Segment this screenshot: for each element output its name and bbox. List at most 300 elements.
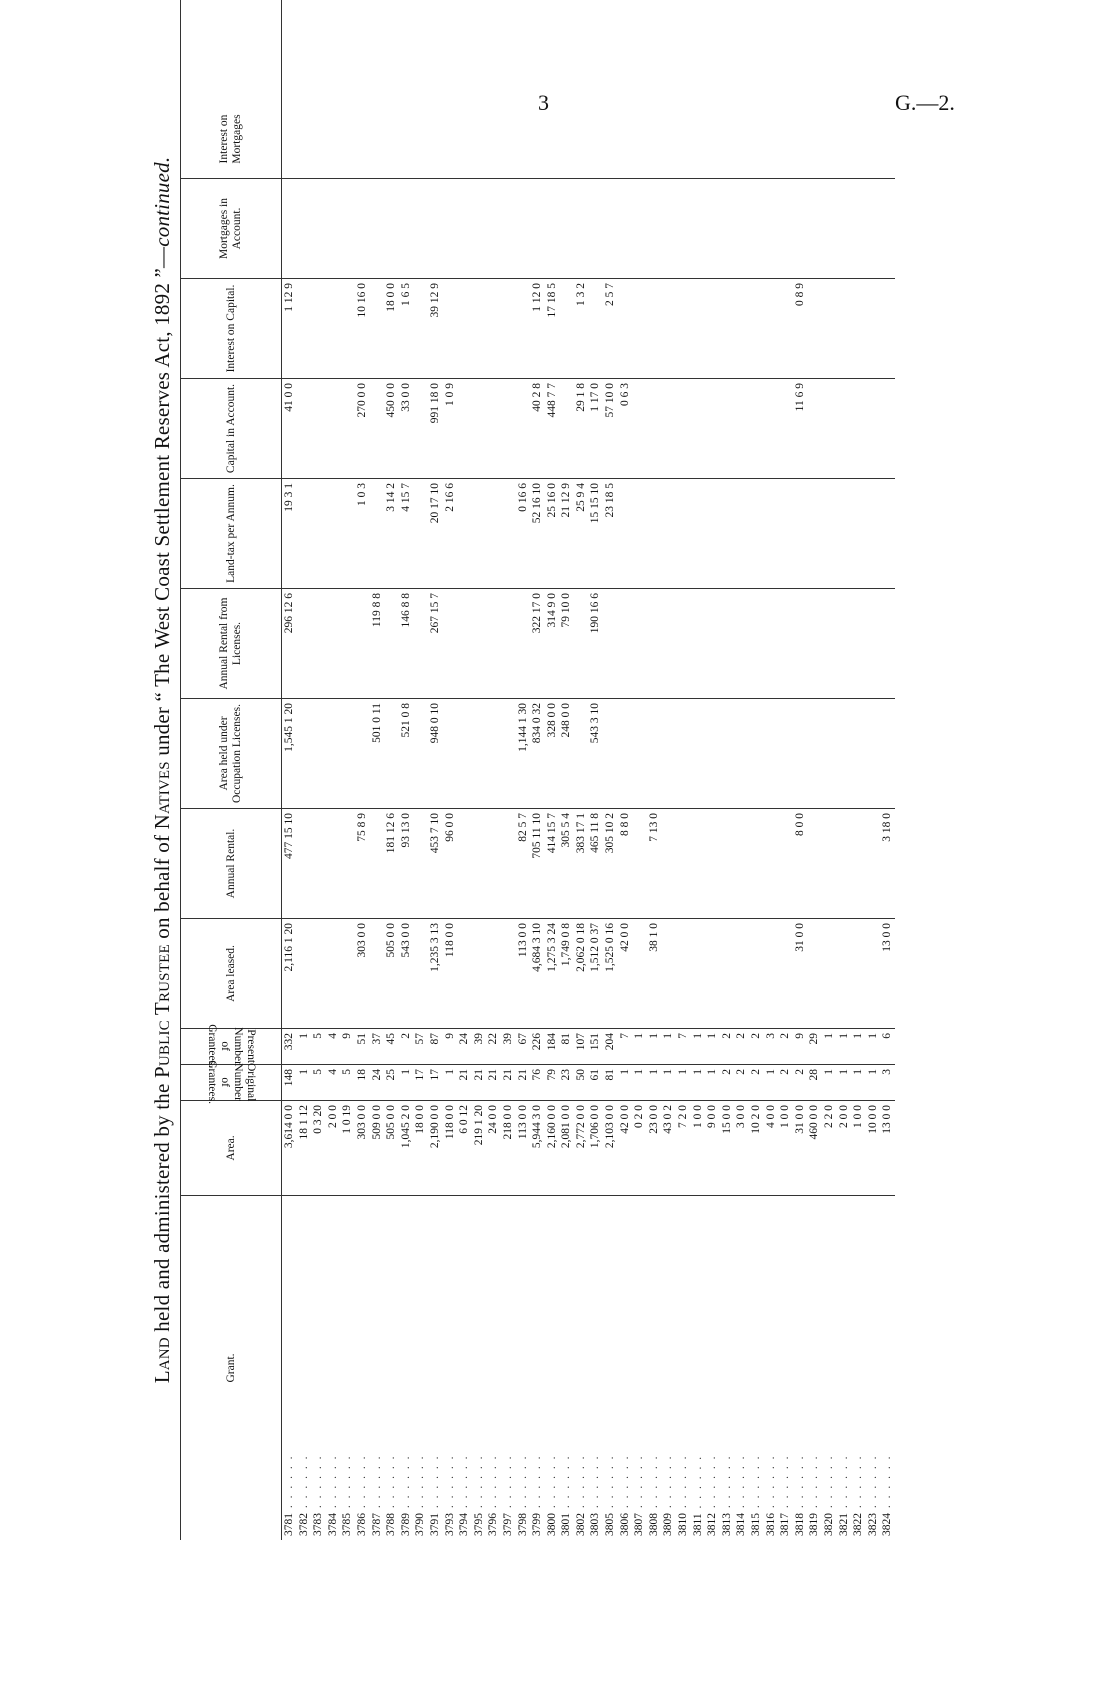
cell-capital-in-account [880,378,895,478]
leader-dots: . . . . . . [472,1454,485,1513]
cell-area-occupation-licenses [807,698,822,808]
leader-dots: . . . . . . [341,1454,354,1513]
cell-rental-from-licenses [618,588,633,698]
cell-rental-from-licenses [705,588,720,698]
cell-mortgages-in-account [734,178,749,278]
cell-mortgages-in-account [705,178,720,278]
cell-annual-rental [778,808,793,918]
cell-original-grantees: 1 [837,1064,852,1100]
cell-grant [340,1195,355,1540]
cell-mortgages-in-account [472,178,487,278]
cell-area-occupation-licenses [764,698,779,808]
grant-number: 3782 [297,1513,310,1536]
col-header-area-leased [181,918,281,1028]
cell-mortgages-in-account [603,178,618,278]
cell-annual-rental [705,808,720,918]
cell-original-grantees: 5 [311,1064,326,1100]
cell-area-leased [297,918,312,1028]
cell-interest-on-mortgages [851,100,866,178]
cell-area-occupation-licenses [822,698,837,808]
cell-annual-rental: 705 11 10 [530,808,545,918]
cell-interest-on-mortgages [647,100,662,178]
cell-rental-from-licenses [297,588,312,698]
leader-dots: . . . . . . [604,1454,617,1513]
cell-land-tax [501,478,516,588]
cell-annual-rental [457,808,472,918]
table-row [749,0,764,1540]
cell-interest-on-mortgages [326,100,341,178]
cell-interest-on-mortgages [311,100,326,178]
col-header-original-grantees [181,1060,281,1105]
leader-dots: . . . . . . [837,1454,850,1513]
table-row [384,0,399,1540]
cell-interest-on-capital [851,278,866,378]
cell-interest-on-capital [676,278,691,378]
cell-grant [632,1195,647,1540]
cell-area-occupation-licenses [837,698,852,808]
cell-interest-on-mortgages [443,100,458,178]
cell-interest-on-capital [559,278,574,378]
cell-area-occupation-licenses [618,698,633,808]
cell-rental-from-licenses [793,588,808,698]
cell-rental-from-licenses [647,588,662,698]
cell-original-grantees: 76 [530,1064,545,1100]
cell-capital-in-account [676,378,691,478]
cell-area-leased [778,918,793,1028]
cell-present-grantees: 3 [764,1028,779,1064]
cell-mortgages-in-account [326,178,341,278]
cell-grant [603,1195,618,1540]
cell-mortgages-in-account [574,178,589,278]
cell-grant [399,1195,414,1540]
table-row [705,0,720,1540]
cell-mortgages-in-account [632,178,647,278]
leader-dots: . . . . . . [428,1454,441,1513]
cell-interest-on-mortgages [457,100,472,178]
cell-land-tax [880,478,895,588]
cell-area-occupation-licenses [486,698,501,808]
table-row [516,0,531,1540]
cell-interest-on-mortgages [705,100,720,178]
cell-grant [618,1195,633,1540]
cell-present-grantees: 1 [632,1028,647,1064]
cell-mortgages-in-account [530,178,545,278]
cell-grant [837,1195,852,1540]
leader-dots: . . . . . . [516,1454,529,1513]
cell-rental-from-licenses [851,588,866,698]
cell-area: 43 0 2 [661,1100,676,1195]
cell-area: 13 0 0 [880,1100,895,1195]
cell-original-grantees: 17 [428,1064,443,1100]
leader-dots: . . . . . . [866,1454,879,1513]
cell-interest-on-mortgages [559,100,574,178]
cell-grant [705,1195,720,1540]
grant-number: 3799 [531,1513,544,1536]
page-number: 3 [538,90,549,115]
cell-area-leased [734,918,749,1028]
cell-original-grantees: 50 [574,1064,589,1100]
cell-rental-from-licenses [516,588,531,698]
cell-present-grantees: 226 [530,1028,545,1064]
cell-present-grantees: 9 [443,1028,458,1064]
grant-number: 3795 [472,1513,485,1536]
cell-area: 2,772 0 0 [574,1100,589,1195]
leader-dots: . . . . . . [647,1454,660,1513]
cell-area-occupation-licenses [632,698,647,808]
cell-present-grantees: 9 [793,1028,808,1064]
cell-present-grantees: 6 [880,1028,895,1064]
cell-area-occupation-licenses: 948 0 10 [428,698,443,808]
grant-number: 3817 [779,1513,792,1536]
leader-dots: . . . . . . [881,1454,894,1513]
col-header-label: Mortgages in Account. [218,198,243,260]
cell-capital-in-account [326,378,341,478]
cell-area: 219 1 20 [472,1100,487,1195]
cell-annual-rental [676,808,691,918]
leader-dots: . . . . . . [385,1454,398,1513]
cell-area-occupation-licenses [574,698,589,808]
cell-land-tax [676,478,691,588]
cell-area: 509 0 0 [370,1100,385,1195]
cell-area-occupation-licenses [443,698,458,808]
cell-land-tax: 19 3 1 [282,478,297,588]
cell-interest-on-capital: 1 12 9 [282,278,297,378]
cell-rental-from-licenses: 190 16 6 [588,588,603,698]
cell-mortgages-in-account [516,178,531,278]
cell-annual-rental: 7 13 0 [647,808,662,918]
cell-capital-in-account [647,378,662,478]
cell-interest-on-mortgages [501,100,516,178]
cell-area-occupation-licenses: 328 0 0 [545,698,560,808]
cell-area-occupation-licenses [705,698,720,808]
cell-present-grantees: 2 [399,1028,414,1064]
leader-dots: . . . . . . [531,1454,544,1513]
cell-area: 303 0 0 [355,1100,370,1195]
leader-dots: . . . . . . [501,1454,514,1513]
cell-interest-on-capital: 10 16 0 [355,278,370,378]
cell-area-leased [413,918,428,1028]
cell-area: 0 2 0 [632,1100,647,1195]
cell-capital-in-account [691,378,706,478]
cell-present-grantees: 2 [778,1028,793,1064]
cell-land-tax: 20 17 10 [428,478,443,588]
cell-land-tax [764,478,779,588]
leader-dots: . . . . . . [355,1454,368,1513]
cell-original-grantees: 1 [618,1064,633,1100]
cell-present-grantees: 45 [384,1028,399,1064]
cell-rental-from-licenses: 146 8 8 [399,588,414,698]
cell-interest-on-capital: 1 12 0 [530,278,545,378]
cell-land-tax: 4 15 7 [399,478,414,588]
cell-interest-on-mortgages [486,100,501,178]
cell-original-grantees: 1 [705,1064,720,1100]
table-row [355,0,370,1540]
cell-land-tax: 3 14 2 [384,478,399,588]
cell-area-leased: 113 0 0 [516,918,531,1028]
cell-interest-on-mortgages [749,100,764,178]
table-row [822,0,837,1540]
cell-interest-on-mortgages [691,100,706,178]
cell-rental-from-licenses [720,588,735,698]
cell-land-tax [632,478,647,588]
col-header-interest-on-mortgages [181,100,281,178]
cell-mortgages-in-account [807,178,822,278]
cell-area-leased [311,918,326,1028]
col-header-capital-in-account [181,378,281,478]
cell-rental-from-licenses [676,588,691,698]
cell-original-grantees: 21 [516,1064,531,1100]
cell-annual-rental [370,808,385,918]
cell-capital-in-account [457,378,472,478]
cell-original-grantees: 1 [691,1064,706,1100]
cell-interest-on-mortgages [574,100,589,178]
cell-capital-in-account: 1 17 0 [588,378,603,478]
leader-dots: . . . . . . [545,1454,558,1513]
col-header-label: Grant. [224,1353,237,1383]
cell-area: 7 2 0 [676,1100,691,1195]
cell-land-tax [793,478,808,588]
cell-area: 218 0 0 [501,1100,516,1195]
table-row [676,0,691,1540]
cell-area: 2 2 0 [822,1100,837,1195]
cell-land-tax [734,478,749,588]
cell-land-tax [822,478,837,588]
cell-capital-in-account [807,378,822,478]
cell-land-tax [472,478,487,588]
cell-area: 31 0 0 [793,1100,808,1195]
col-header-label: Original Number of Grantees. [206,1060,257,1105]
leader-dots: . . . . . . [735,1454,748,1513]
table-row [530,0,545,1540]
cell-interest-on-capital: 0 8 9 [793,278,808,378]
leader-dots: . . . . . . [677,1454,690,1513]
leader-dots: . . . . . . [822,1454,835,1513]
grant-number: 3790 [414,1513,427,1536]
cell-original-grantees: 2 [720,1064,735,1100]
cell-capital-in-account [705,378,720,478]
cell-capital-in-account [340,378,355,478]
leader-dots: . . . . . . [720,1454,733,1513]
grant-number: 3824 [881,1513,894,1536]
cell-present-grantees: 2 [734,1028,749,1064]
cell-capital-in-account [866,378,881,478]
cell-annual-rental [632,808,647,918]
grant-number: 3823 [866,1513,879,1536]
cell-area-leased [340,918,355,1028]
table-row [793,0,808,1540]
cell-area-leased [501,918,516,1028]
col-header-annual-rental [181,808,281,918]
cell-present-grantees: 1 [661,1028,676,1064]
cell-area-occupation-licenses [384,698,399,808]
cell-mortgages-in-account [720,178,735,278]
cell-area-leased [472,918,487,1028]
cell-area-leased: 31 0 0 [793,918,808,1028]
cell-mortgages-in-account [880,178,895,278]
cell-capital-in-account [516,378,531,478]
leader-dots: . . . . . . [560,1454,573,1513]
cell-area: 15 0 0 [720,1100,735,1195]
cell-original-grantees: 81 [603,1064,618,1100]
cell-grant [720,1195,735,1540]
cell-mortgages-in-account [282,178,297,278]
leader-dots: . . . . . . [808,1454,821,1513]
cell-original-grantees: 1 [822,1064,837,1100]
cell-annual-rental [837,808,852,918]
cell-annual-rental [501,808,516,918]
grant-number: 3802 [574,1513,587,1536]
table-row [413,0,428,1540]
leader-dots: . . . . . . [574,1454,587,1513]
col-header-label: Area held under Occupation Licenses. [218,704,243,803]
cell-capital-in-account [822,378,837,478]
cell-mortgages-in-account [457,178,472,278]
cell-land-tax [837,478,852,588]
cell-rental-from-licenses [355,588,370,698]
cell-area-leased: 118 0 0 [443,918,458,1028]
cell-area: 2,160 0 0 [545,1100,560,1195]
cell-area-leased [661,918,676,1028]
cell-land-tax [413,478,428,588]
cell-area-leased [837,918,852,1028]
leader-dots: . . . . . . [779,1454,792,1513]
cell-interest-on-capital [778,278,793,378]
cell-original-grantees: 1 [647,1064,662,1100]
cell-area-leased [720,918,735,1028]
cell-area: 0 3 20 [311,1100,326,1195]
cell-interest-on-capital: 1 6 5 [399,278,414,378]
cell-grant [472,1195,487,1540]
grant-number: 3784 [326,1513,339,1536]
title-part: under “ The West Coast Settlement Reserves Act, 1892 ”— [150,246,174,762]
cell-annual-rental [413,808,428,918]
cell-interest-on-mortgages [413,100,428,178]
cell-capital-in-account [661,378,676,478]
cell-rental-from-licenses [457,588,472,698]
cell-interest-on-capital [705,278,720,378]
cell-rental-from-licenses: 119 8 8 [370,588,385,698]
cell-interest-on-capital: 17 18 5 [545,278,560,378]
cell-rental-from-licenses [603,588,618,698]
cell-annual-rental: 96 0 0 [443,808,458,918]
col-header-label: Annual Rental. [224,828,237,899]
cell-present-grantees: 5 [311,1028,326,1064]
cell-area-occupation-licenses [501,698,516,808]
cell-interest-on-mortgages [661,100,676,178]
col-header-label: Area leased. [224,945,237,1002]
cell-area: 4 0 0 [764,1100,779,1195]
cell-grant [355,1195,370,1540]
grant-number: 3819 [808,1513,821,1536]
cell-interest-on-capital: 39 12 9 [428,278,443,378]
cell-grant [676,1195,691,1540]
cell-rental-from-licenses: 322 17 0 [530,588,545,698]
cell-present-grantees: 1 [647,1028,662,1064]
cell-mortgages-in-account [311,178,326,278]
cell-annual-rental [734,808,749,918]
table-row [545,0,560,1540]
cell-grant [588,1195,603,1540]
cell-area: 9 0 0 [705,1100,720,1195]
cell-present-grantees: 184 [545,1028,560,1064]
cell-annual-rental [472,808,487,918]
cell-interest-on-capital [720,278,735,378]
cell-interest-on-mortgages [297,100,312,178]
cell-rental-from-licenses [413,588,428,698]
cell-capital-in-account [486,378,501,478]
cell-area-leased: 303 0 0 [355,918,370,1028]
cell-annual-rental [851,808,866,918]
cell-capital-in-account: 33 0 0 [399,378,414,478]
cell-mortgages-in-account [501,178,516,278]
cell-present-grantees: 29 [807,1028,822,1064]
cell-area-leased [866,918,881,1028]
cell-capital-in-account [370,378,385,478]
cell-present-grantees: 1 [851,1028,866,1064]
cell-rental-from-licenses [734,588,749,698]
cell-grant [297,1195,312,1540]
cell-mortgages-in-account [749,178,764,278]
cell-area-occupation-licenses [793,698,808,808]
cell-present-grantees: 7 [676,1028,691,1064]
cell-area: 6 0 12 [457,1100,472,1195]
cell-area-leased: 2,062 0 18 [574,918,589,1028]
table-row [647,0,662,1540]
cell-area: 5,944 3 0 [530,1100,545,1195]
table-row [618,0,633,1540]
cell-capital-in-account [501,378,516,478]
cell-interest-on-mortgages [720,100,735,178]
cell-original-grantees: 1 [443,1064,458,1100]
cell-present-grantees: 22 [486,1028,501,1064]
cell-area-occupation-licenses: 1,144 1 30 [516,698,531,808]
cell-area-leased [764,918,779,1028]
grant-number: 3815 [750,1513,762,1536]
table-row [457,0,472,1540]
cell-land-tax: 21 12 9 [559,478,574,588]
cell-grant [764,1195,779,1540]
col-header-present-grantees [181,1024,281,1069]
cell-annual-rental [297,808,312,918]
leader-dots: . . . . . . [297,1454,310,1513]
cell-area: 1 0 0 [691,1100,706,1195]
table-row [880,0,895,1540]
cell-capital-in-account: 0 6 3 [618,378,633,478]
cell-original-grantees: 24 [370,1064,385,1100]
table-row [837,0,852,1540]
table-title [150,0,180,1540]
cell-land-tax [661,478,676,588]
grant-number: 3813 [720,1513,733,1536]
cell-original-grantees: 28 [807,1064,822,1100]
cell-land-tax: 15 15 10 [588,478,603,588]
cell-interest-on-capital: 2 5 7 [603,278,618,378]
cell-area-leased: 505 0 0 [384,918,399,1028]
cell-area: 118 0 0 [443,1100,458,1195]
cell-area-occupation-licenses [880,698,895,808]
cell-mortgages-in-account [778,178,793,278]
cell-area-leased [691,918,706,1028]
cell-capital-in-account [632,378,647,478]
rotated-table-region [150,0,930,1540]
cell-interest-on-mortgages [588,100,603,178]
cell-mortgages-in-account [588,178,603,278]
cell-annual-rental: 414 15 7 [545,808,560,918]
grant-number: 3794 [458,1513,471,1536]
cell-area: 23 0 0 [647,1100,662,1195]
cell-area-occupation-licenses [851,698,866,808]
cell-mortgages-in-account [676,178,691,278]
